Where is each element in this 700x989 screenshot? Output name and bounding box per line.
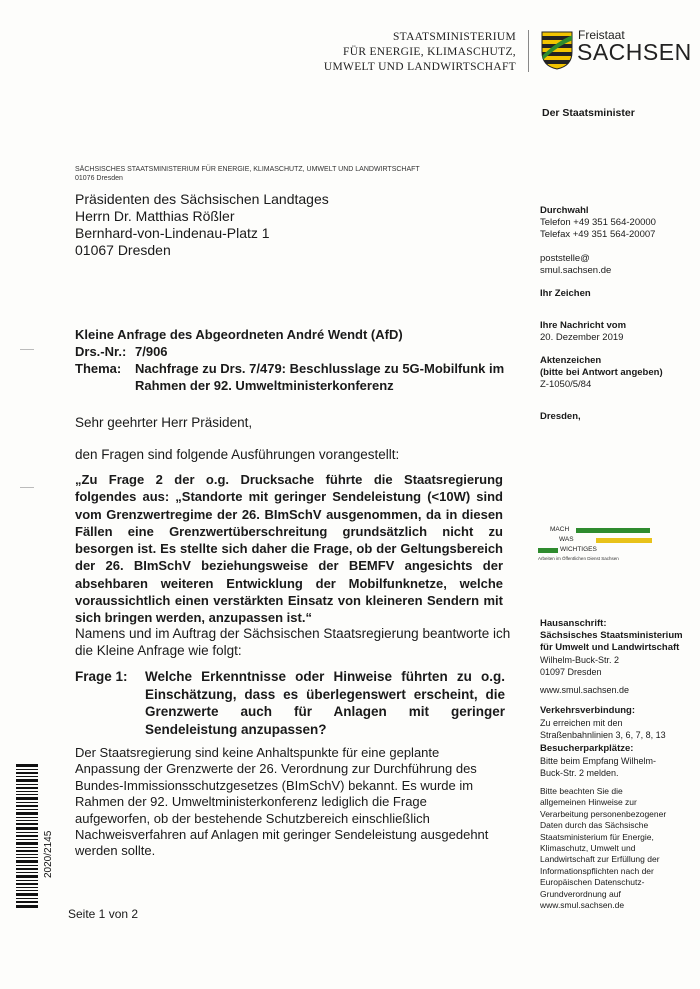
- barcode-number-text: 2020/2145: [43, 830, 54, 878]
- logo-word-was: WAS: [559, 536, 574, 543]
- question-text: Welche Erkenntnisse oder Hinweise führten zu o.g. Einschätzung, dass es überlegenswert erscheint, die Grenzwerte auch für Anlagen mit geringer Sendeleistung anzupassen?: [145, 669, 505, 737]
- fold-mark: [20, 349, 34, 350]
- ministry-line-1: STAATSMINISTERIUM: [392, 31, 516, 43]
- verkehr-line-2: Straßenbahnlinien 3, 6, 7, 8, 13: [540, 730, 666, 740]
- hausanschrift-line-4: 01097 Dresden: [540, 667, 602, 677]
- datenschutz-line: www.smul.sachsen.de: [540, 900, 625, 911]
- drs-label: Drs.-Nr.:: [75, 344, 127, 359]
- recipient-line-3: Bernhard-von-Lindenau-Platz 1: [75, 225, 270, 241]
- sidebar-datenschutz: [540, 786, 666, 911]
- punch-mark: [20, 487, 34, 488]
- datenschutz-line: Staatsministerium für Energie,: [540, 831, 654, 842]
- sender-line-2: 01076 Dresden: [75, 175, 123, 182]
- telefon: Telefon +49 351 564-20000: [540, 217, 656, 228]
- ihre-nachricht-date: 20. Dezember 2019: [540, 332, 624, 343]
- sender-return-address: [75, 165, 420, 183]
- hausanschrift-line-3: Wilhelm-Buck-Str. 2: [540, 655, 620, 665]
- datenschutz-line: Klimaschutz, Umwelt und: [540, 843, 636, 854]
- parken-line-2: Buck-Str. 2 melden.: [540, 768, 619, 778]
- ministry-line-3: UMWELT UND LANDWIRTSCHAFT: [323, 61, 516, 73]
- website-link[interactable]: www.smul.sachsen.de: [540, 685, 630, 695]
- drs-value: 7/906: [135, 344, 168, 359]
- salutation: Sehr geehrter Herr Präsident,: [75, 415, 253, 430]
- hausanschrift-line-2: für Umwelt und Landwirtschaft: [540, 642, 680, 653]
- logo-bar-green: [576, 528, 650, 533]
- datenschutz-line: Grundverordnung auf: [540, 888, 621, 899]
- sidebar-parken: [540, 743, 656, 779]
- thema-row: [75, 360, 506, 394]
- durchwahl-label: Durchwahl: [540, 205, 589, 216]
- aktenzeichen-note: (bitte bei Antwort angeben): [540, 367, 663, 378]
- telefax: Telefax +49 351 564-20007: [540, 229, 656, 240]
- intro-text: den Fragen sind folgende Ausführungen vorangestellt:: [75, 447, 400, 462]
- question-1: [75, 668, 505, 738]
- logo-bar-yellow: [596, 538, 652, 543]
- datenschutz-line: Verarbeitung personenbezogener: [540, 808, 667, 819]
- mach-was-wichtiges-logo: [538, 528, 663, 564]
- sidebar-contact: [540, 205, 656, 241]
- parken-line-1: Bitte beim Empfang Wilhelm-: [540, 756, 657, 766]
- answer-preface: Namens und im Auftrag der Sächsischen Staatsregierung beantworte ich die Kleine Anfrage wie folgt:: [75, 626, 511, 658]
- logo-subtitle: Arbeiten im Öffentlichen Dienst Sachsen: [538, 556, 619, 561]
- answer-text: Der Staatsregierung sind keine Anhaltspunkte für eine geplante Anpassung der Grenzwerte der 26. Verordnung zur Durchführung des Bundes-Immissionsschutzgesetzes (BImSchV) bekannt. Es wurde im Rahmen der 92. Umweltministerkonferenz lediglich die Frage aufgeworfen, ob der bestehende Schutzbereich einschließlich Nachweisverfahren auf Anlagen mit geringer Sendeleistung ausgedehnt werden sollte.: [75, 745, 489, 859]
- sidebar-email: [540, 253, 611, 277]
- recipient-line-2: Herrn Dr. Matthias Rößler: [75, 208, 235, 224]
- state-label-sachsen: SACHSEN: [577, 39, 692, 65]
- subject-title: Kleine Anfrage des Abgeordneten André Wendt (AfD): [75, 327, 403, 342]
- hausanschrift-line-1: Sächsisches Staatsministerium: [540, 630, 683, 641]
- ministry-line-2: FÜR ENERGIE, KLIMASCHUTZ,: [343, 46, 516, 58]
- sidebar-verkehr: [540, 705, 666, 741]
- datenschutz-line: allgemeinen Hinweise zur: [540, 797, 637, 808]
- verkehr-label: Verkehrsverbindung:: [540, 705, 636, 716]
- sidebar-hausanschrift: [540, 618, 683, 678]
- barcode-number: [40, 810, 54, 880]
- quoted-preamble: „Zu Frage 2 der o.g. Drucksache führte die Staatsregierung folgendes aus: „Standorte mit geringer Sendeleistung (<10W) sind vom Grenzwertregime der 26. BImSchV ausgenommen, da in diesen Fällen eine Grenzwertüberschreitung grundsätzlich nicht zu besorgen ist. Es stellte sich daher die Frage, ob der Geltungsbereich der 26. BImSchV beziehungsweise der BEMFV angesichts der absehbaren weiteren Entwicklung der Mobilfunknetze, welche voraussichtlich einen verstärkten Einsatz von kleineren Sendern mit sich bringen werden, anzupassen ist.“: [75, 472, 503, 626]
- parken-label: Besucherparkplätze:: [540, 743, 634, 754]
- email-line-1: poststelle@: [540, 253, 590, 264]
- logo-word-mach: MACH: [550, 526, 570, 533]
- recipient-address: [75, 191, 329, 259]
- datenschutz-line: Daten durch das Sächsische: [540, 820, 649, 831]
- aktenzeichen-label: Aktenzeichen: [540, 355, 602, 366]
- aktenzeichen-value: Z-1050/5/84: [540, 379, 592, 390]
- sidebar-aktenzeichen: [540, 355, 663, 391]
- datenschutz-line: Informationspflichten nach der: [540, 865, 654, 876]
- subject-block: [75, 326, 515, 394]
- drs-row: [75, 343, 515, 360]
- sidebar-reference: [540, 320, 626, 344]
- datenschutz-line: Bitte beachten Sie die: [540, 786, 623, 796]
- recipient-line-1: Präsidenten des Sächsischen Landtages: [75, 191, 329, 207]
- email-line-2: smul.sachsen.de: [540, 265, 612, 276]
- letterhead-divider: [528, 30, 529, 72]
- barcode-icon: [16, 764, 38, 909]
- logo-bar-green-small: [538, 548, 558, 553]
- thema-value: Nachfrage zu Drs. 7/479: Beschlusslage zu 5G-Mobilfunk im Rahmen der 92. Umweltministerkonferenz: [135, 361, 505, 393]
- ihre-nachricht-label: Ihre Nachricht vom: [540, 320, 627, 331]
- datenschutz-line: Europäischen Datenschutz-: [540, 877, 645, 888]
- state-label-freistaat: Freistaat: [578, 28, 625, 42]
- minister-title: Der Staatsminister: [542, 107, 635, 119]
- logo-word-wichtiges: WICHTIGES: [560, 546, 597, 553]
- hausanschrift-label: Hausanschrift:: [540, 618, 607, 629]
- recipient-line-4: 01067 Dresden: [75, 242, 171, 258]
- question-label: Frage 1:: [75, 669, 128, 684]
- datenschutz-line: Landwirtschaft zur Erfüllung der: [540, 854, 660, 865]
- sender-line-1: SÄCHSISCHES STAATSMINISTERIUM FÜR ENERGIE, KLIMASCHUTZ, UMWELT UND LANDWIRTSCHAFT: [75, 166, 420, 173]
- saxony-coat-of-arms-icon: [540, 30, 574, 70]
- verkehr-line-1: Zu erreichen mit den: [540, 718, 623, 728]
- place-date: Dresden,: [540, 411, 581, 422]
- ihr-zeichen-label: Ihr Zeichen: [540, 288, 591, 299]
- page-number: Seite 1 von 2: [68, 907, 139, 921]
- thema-label: Thema:: [75, 361, 122, 376]
- ministry-name: [320, 30, 516, 75]
